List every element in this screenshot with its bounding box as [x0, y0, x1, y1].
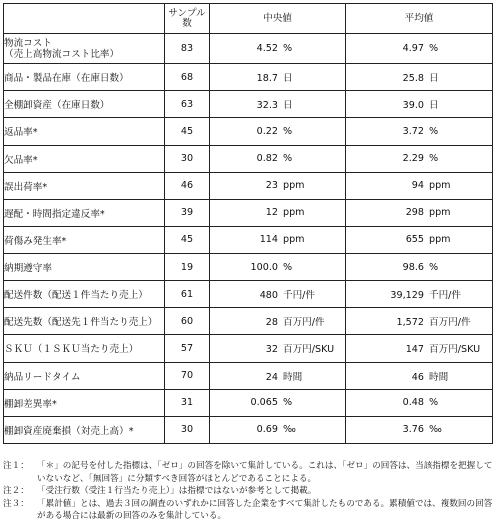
- sample-count: 60: [165, 308, 210, 335]
- table-row: [4, 335, 493, 362]
- median-value: 0.065 %: [210, 389, 346, 416]
- mean-value: 298 ppm: [346, 199, 493, 226]
- indicator-name: ＳＫＵ（１ＳＫＵ当たり売上）: [4, 335, 165, 362]
- sample-count: 83: [165, 34, 210, 64]
- mean-value: 0.48 %: [346, 389, 493, 416]
- indicator-name: 納品リードタイム: [4, 362, 165, 389]
- mean-value: 147 百万円/SKU: [346, 335, 493, 362]
- mean-value: 94 ppm: [346, 172, 493, 199]
- sample-count: 45: [165, 118, 210, 145]
- table-row: [4, 172, 493, 199]
- mean-value: 98.6 %: [346, 254, 493, 281]
- median-value: 23 ppm: [210, 172, 346, 199]
- median-value: 12 ppm: [210, 199, 346, 226]
- indicator-name: 棚卸差異率*: [4, 389, 165, 416]
- sample-count: 57: [165, 335, 210, 362]
- sample-count: 68: [165, 64, 210, 91]
- note-item: 注３： 「累計値」とは、過去３回の調査のいずれかに回答した企業をすべて集計したものである。累積値では、複数回の回答がある場合には最新の回答のみを集計している。: [3, 498, 493, 521]
- note-item: 注１： 「＊」の記号を付した指標は、「ゼロ」の回答を除いて集計している。これは、「ゼロ」の回答は、当該指標を把握していないなど、「無回答」に分類すべき回答がほとんどであることによる。: [3, 461, 493, 484]
- median-value: 114 ppm: [210, 226, 346, 253]
- mean-value: 46 時間: [346, 362, 493, 389]
- table-row: [4, 362, 493, 389]
- indicator-name: 返品率*: [4, 118, 165, 145]
- mean-value: 25.8 日: [346, 64, 493, 91]
- median-value: 28 百万円/件: [210, 308, 346, 335]
- table-row: [4, 34, 493, 64]
- indicator-name: 全棚卸資産（在庫日数）: [4, 91, 165, 118]
- median-value: 32 百万円/SKU: [210, 335, 346, 362]
- sample-count: 30: [165, 145, 210, 172]
- table-row: [4, 64, 493, 91]
- indicator-name: 配送先数（配送先１件当たり売上）: [4, 308, 165, 335]
- header-mean: 平均値: [346, 4, 493, 34]
- table-row: [4, 254, 493, 281]
- table-row: [4, 389, 493, 416]
- header-median: 中央値: [210, 4, 346, 34]
- header-sample-count: サンプル 数: [165, 4, 210, 34]
- sample-count: 63: [165, 91, 210, 118]
- sample-count: 61: [165, 281, 210, 308]
- table-row: [4, 118, 493, 145]
- sample-count: 19: [165, 254, 210, 281]
- indicator-name: 商品・製品在庫（在庫日数）: [4, 64, 165, 91]
- indicator-name: 納期遵守率: [4, 254, 165, 281]
- indicator-name: 配送件数（配送１件当たり売上）: [4, 281, 165, 308]
- indicator-name: 物流コスト （売上高物流コスト比率）: [4, 34, 165, 64]
- table-header-row: [4, 4, 493, 34]
- median-value: 0.82 %: [210, 145, 346, 172]
- table-row: [4, 308, 493, 335]
- table-row: [4, 145, 493, 172]
- median-value: 32.3 日: [210, 91, 346, 118]
- sample-count: 70: [165, 362, 210, 389]
- mean-value: 39,129 千円/件: [346, 281, 493, 308]
- median-value: 18.7 日: [210, 64, 346, 91]
- sample-count: 31: [165, 389, 210, 416]
- mean-value: 3.72 %: [346, 118, 493, 145]
- median-value: 100.0 %: [210, 254, 346, 281]
- indicator-name: 荷傷み発生率*: [4, 226, 165, 253]
- mean-value: 655 ppm: [346, 226, 493, 253]
- median-value: 24 時間: [210, 362, 346, 389]
- mean-value: 4.97 %: [346, 34, 493, 64]
- median-value: 0.22 %: [210, 118, 346, 145]
- table-row: [4, 226, 493, 253]
- median-value: 4.52 %: [210, 34, 346, 64]
- table-body: [4, 34, 493, 444]
- logistics-kpi-table: [3, 3, 493, 444]
- indicator-name: 欠品率*: [4, 145, 165, 172]
- mean-value: 39.0 日: [346, 91, 493, 118]
- sample-count: 39: [165, 199, 210, 226]
- table-row: [4, 416, 493, 443]
- table-row: [4, 91, 493, 118]
- mean-value: 2.29 %: [346, 145, 493, 172]
- median-value: 480 千円/件: [210, 281, 346, 308]
- header-indicator: [4, 4, 165, 34]
- notes: [3, 460, 495, 523]
- indicator-name: 遅配・時間指定違反率*: [4, 199, 165, 226]
- mean-value: 3.76 ‰: [346, 416, 493, 443]
- sample-count: 46: [165, 172, 210, 199]
- mean-value: 1,572 百万円/件: [346, 308, 493, 335]
- median-value: 0.69 ‰: [210, 416, 346, 443]
- table-row: [4, 281, 493, 308]
- note-item: 注２： 「受注行数（受注１行当たり売上）」は指標ではないが参考として掲載。: [3, 486, 317, 496]
- sample-count: 30: [165, 416, 210, 443]
- table-row: [4, 199, 493, 226]
- indicator-name: 誤出荷率*: [4, 172, 165, 199]
- sample-count: 45: [165, 226, 210, 253]
- indicator-name: 棚卸資産廃棄損（対売上高）*: [4, 416, 165, 443]
